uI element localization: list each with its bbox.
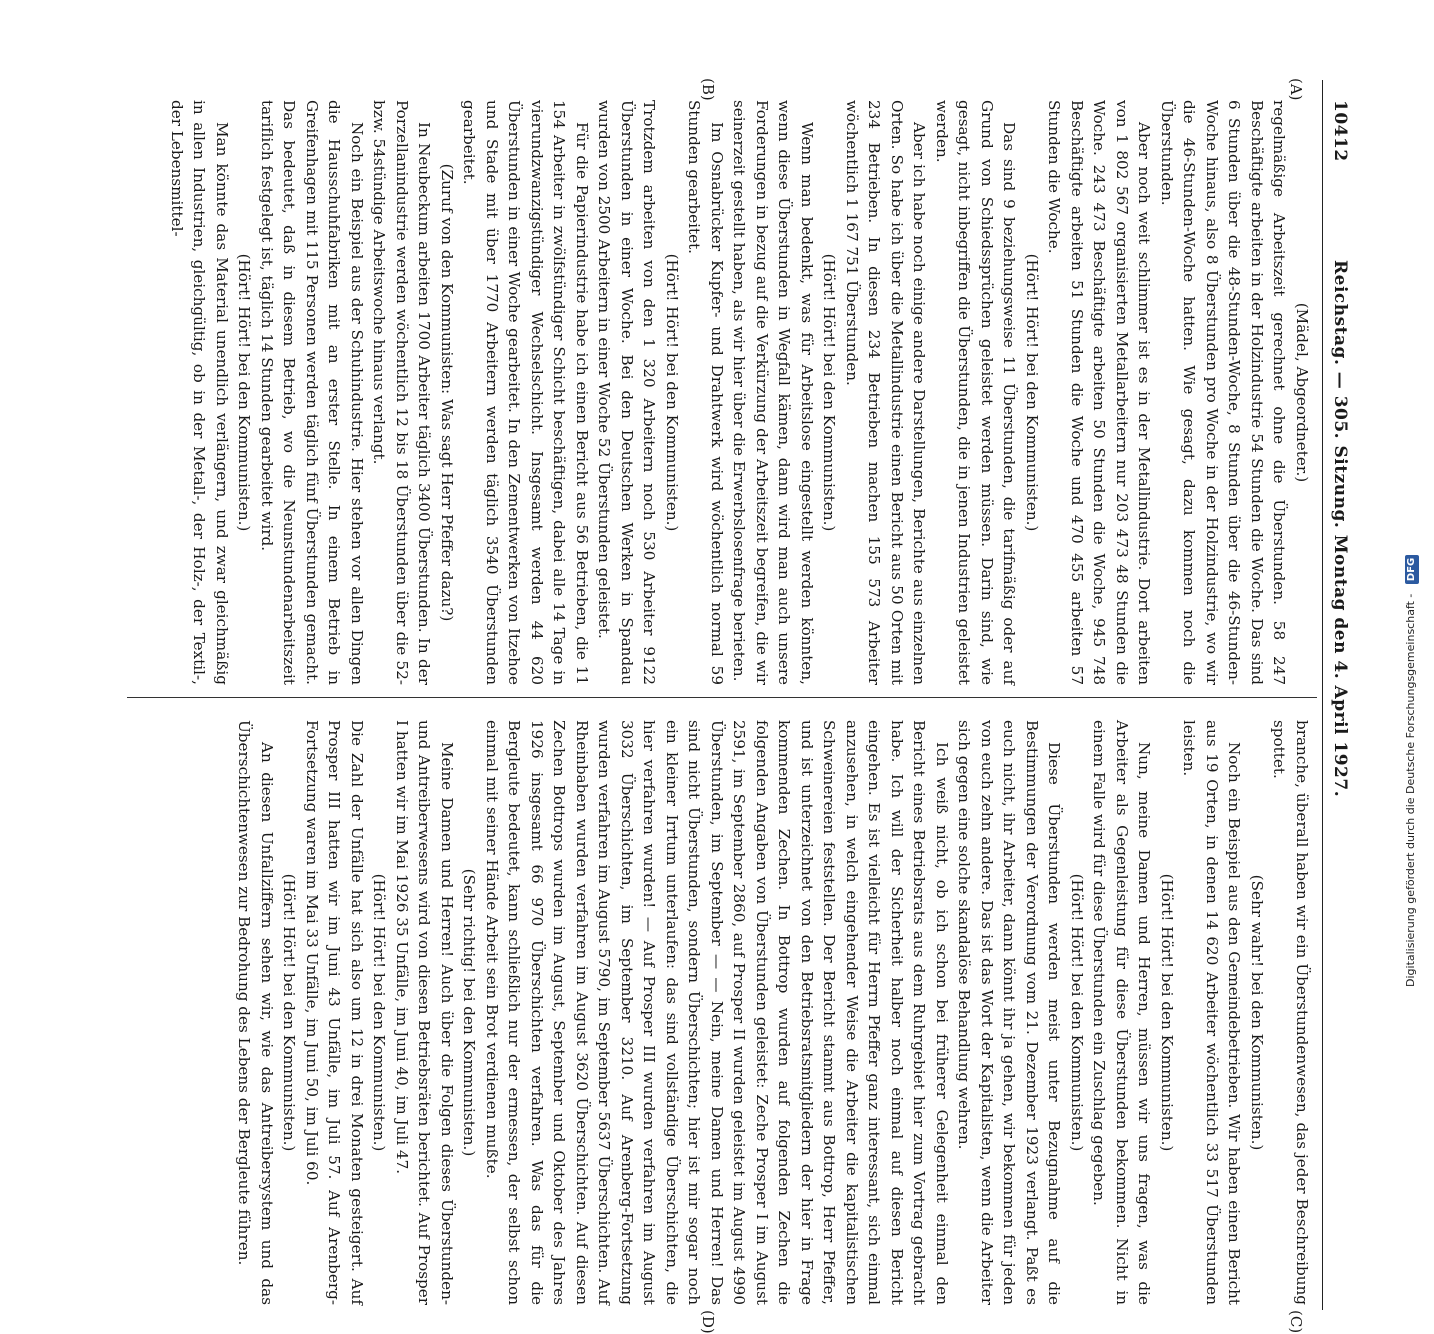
paragraph: Wenn man bedenkt, was für Arbeitslose eingestellt werden könnten, wenn diese Überstunden in Wegfall kämen, dann wird man auch unsere Forderungen in bezug auf die Verkürzung der Arbeitszeit begreifen, die wir seinerzeit gestellt haben, als wir hier über die Erwerbslosenfrage berieten. bbox=[730, 100, 816, 685]
paragraph: Aber noch weit schlimmer ist es in der Metallindustrie. Dort arbeiten von 1 802 567 organisierten Metallarbeitern nur 203 473 48 Stunden die Woche. 243 473 Beschäftigte arbeiten 50 Stunden die Woche, 945 748 Beschäftigte arbeiten 51 Stunden die Woche und 470 455 arbeiten 57 Stunden die Woche. bbox=[1045, 100, 1154, 685]
credit-text: Digitalisierung gefördert durch die Deutsche Forschungsgemeinschaft - bbox=[1404, 593, 1417, 987]
margin-marker-b: (B) bbox=[699, 78, 717, 101]
paragraph: Im Osnabrücker Kupfer- und Drahtwerk wird wöchentlich normal 59 Stunden gearbeitet. bbox=[685, 100, 726, 685]
paragraph: (Mädel, Abgeordneter.) bbox=[1293, 302, 1311, 483]
right-column bbox=[233, 720, 1313, 1305]
page-number: 10412 bbox=[1330, 100, 1350, 162]
page-header bbox=[1323, 100, 1357, 1300]
paragraph: Trotzdem arbeiten von den 1 320 Arbeitern noch 530 Arbeiter 9122 Überstunden in einer Woche. Bei den Deutschen Werken in Spandau wurden von 2500 Arbeitern in einer Woche 52 Überstunden geleistet. bbox=[595, 100, 659, 685]
interjection: (Hört! Hört! bei den Kommunisten.) bbox=[1068, 873, 1086, 1152]
column-divider bbox=[127, 697, 1317, 698]
rotated-sheet bbox=[97, 78, 1357, 1334]
paragraph: Das sind 9 beziehungsweise 11 Überstunden, die tarifmäßig oder auf Grund von Schiedssprüchen geleistet werden müssen. Darin sind, wie gesagt, nicht inbegriffen die Überstunden, die in jenen Industrien geleistet werden. bbox=[933, 100, 1019, 685]
interjection: (Zuruf von den Kommunisten: Was sagt Herr Pfeffer dazu?) bbox=[438, 163, 456, 622]
credit-line bbox=[1402, 12, 1420, 987]
interjection: (Hört! Hört! bei den Kommunisten.) bbox=[280, 873, 299, 1152]
paragraph: Die Zahl der Unfälle hat sich also um 12 in drei Monaten gesteigert. Auf Prosper III hatten wir im Juni 43 Unfälle, im Juli 57. Auf Arenberg-Fortsetzung waren im Mai 33 Unfälle, im Juni 50, im Juli 60. bbox=[303, 720, 366, 1305]
interjection: (Hört! Hört! bei den Kommunisten.) bbox=[820, 253, 839, 532]
paragraph: Meine Damen und Herren! Auch über die Folgen dieses Überstunden- und Antreiberwesens wird von diesen Betriebsräten berichtet. Auf Prosper I hatten wir im Mai 1926 35 Unfälle, im Juni 40, im Juli 47. bbox=[393, 720, 456, 1305]
paragraph: Nun, meine Damen und Herren, müssen wir uns fragen, was die Arbeiter als Gegenleistung für diese Überstunden bekommen. Nicht in einem Falle wird für diese Überstunden ein Zuschlag gegeben. bbox=[1090, 720, 1154, 1305]
paragraph: regelmäßige Arbeitszeit gerechnet ohne die Überstunden. 58 247 Beschäftigte arbeiten in der Holzindustrie 54 Stunden die Woche. Das sind 6 Stunden über die 48-Stunden-Woche, 8 Stunden über die 46-Stunden-Woche hinaus, also 8 Überstunden pro Woche in der Holzindustrie, wo wir die 46-Stunden-Woche hatten. Wie gesagt, dazu kommen noch die Überstunden. bbox=[1158, 100, 1289, 685]
paragraph: Noch ein Beispiel aus der Schuhindustrie. Hier stehen vor allen Dingen die Hausschuhfabriken mit an erster Stelle. In einem Betrieb in Greifenhagen mit 115 Personen werden täglich fünf Überstunden gemacht. Das bedeutet, daß in diesem Betrieb, wo die Neunstundenarbeitszeit tariflich festgelegt ist, täglich 14 Stunden gearbeitet wird. bbox=[258, 100, 366, 685]
paragraph: In Neubeckum arbeiten 1700 Arbeiter täglich 3400 Überstunden. In der Porzellanindustrie werden wöchentlich 12 bis 18 Überstunden über die 52- bzw. 54stündige Arbeitswoche hinaus verlangt. bbox=[370, 100, 434, 685]
margin-marker-d: (D) bbox=[699, 1310, 717, 1334]
interjection: (Hört! Hört! bei den Kommunisten.) bbox=[235, 253, 254, 532]
interjection: (Sehr richtig! bei den Kommunisten.) bbox=[460, 868, 479, 1157]
paragraph: branche, überall haben wir ein Überstundenwesen, das jeder Beschreibung spottet. bbox=[1270, 720, 1311, 1305]
paragraph: Diese Überstunden werden meist unter Bezugnahme auf die Bestimmungen der Verordnung vom 21. Dezember 1923 verlangt. Paßt es euch nicht, ihr Arbeiter, dann könnt ihr ja gehen, wir bekommen für jeden von euch zehn andere. Das ist das Wort der Kapitalisten, wenn die Arbeiter sich gegen eine solche skandalöse Behandlung wehren. bbox=[955, 720, 1064, 1305]
paragraph: Noch ein Beispiel aus den Gemeindebetrieben. Wir haben einen Bericht aus 19 Orten, in denen 14 620 Arbeiter wöchentlich 33 517 Überstunden leisten. bbox=[1180, 720, 1244, 1305]
page-title: Reichstag. — 305. Sitzung. Montag den 4. April 1927. bbox=[1330, 260, 1350, 798]
margin-marker-c: (C) bbox=[1287, 1310, 1305, 1334]
header-rule bbox=[1322, 80, 1323, 1310]
interjection: (Sehr wahr! bei den Kommunisten.) bbox=[1248, 874, 1266, 1151]
paragraph: Aber ich habe noch einige andere Darstellungen, Berichte aus einzelnen Orten. So habe ich über die Metallindustrie einen Bericht aus 50 Orten mit 234 Betrieben. In diesen 234 Betrieben machen 155 573 Arbeiter wöchentlich 1 167 751 Überstunden. bbox=[843, 100, 929, 685]
paragraph: Man könnte das Material unendlich verlängern, und zwar gleichmäßig in allen Industrien, gleichgültig, ob in der Metall-, der Holz-, der Textil-, der Lebensmittel- bbox=[168, 100, 231, 685]
paragraph: Ich weiß nicht, ob ich schon bei früherer Gelegenheit einmal den Bericht eines Betriebsrats aus dem Ruhrgebiet hier zum Vortrag gebracht habe. Ich will der Sicherheit halber noch einmal auf diesen Bericht eingehen. Es ist vielleicht für Herrn Pfeffer ganz interessant, sich einmal anzusehen, in welch eingehender Weise die Arbeiter die kapitalistischen Schweinereien feststellen. Der Bericht stammt aus Bottrop, Herr Pfeffer, und ist unterzeichnet von den Betriebsratsmitgliedern der hier in Frage kommenden Zechen. In Bottrop wurden auf folgenden Zechen die folgenden Angaben von Überstunden geleistet: Zeche Prosper I im August 2591, im September 2860, auf Prosper II wurden geleistet im August 4990 Überstunden, im September — — Nein, meine Damen und Herren! Das sind nicht Überstunden, sondern Überschichten; hier ist mir sogar noch ein kleiner Irrtum unterlaufen: das sind vollständige Überschichten, die hier verfahren wurden! — Auf Prosper III wurden verfahren im August 3032 Überschichten, im September 3210. Auf Arenberg-Fortsetzung wurden verfahren im August 5790, im September 5637 Überschichten. Auf Rheinbaben wurden verfahren im August 3620 Überschichten. Auf diesen Zechen Bottrops wurden im August, September und Oktober des Jahres 1926 insgesamt 66 970 Überschichten verfahren. Was das für die Bergleute bedeutet, kann schließlich nur der ermessen, der selbst schon einmal mit seiner Hände Arbeit sein Brot verdienen mußte. bbox=[483, 720, 951, 1305]
interjection: (Hört! Hört! bei den Kommunisten.) bbox=[370, 873, 389, 1152]
interjection: (Hört! Hört! bei den Kommunisten.) bbox=[1023, 253, 1041, 532]
left-column bbox=[166, 100, 1314, 685]
margin-marker-a: (A) bbox=[1287, 78, 1305, 101]
dfg-logo-icon: DFG bbox=[1405, 555, 1419, 584]
interjection: (Hört! Hört! bei den Kommunisten.) bbox=[1158, 873, 1176, 1152]
digitization-credit bbox=[1402, 12, 1420, 987]
paragraph: An diesen Unfallziffern sehen wir, wie das Antreibersystem und das Überschichtenwesen zur Bedrohung des Lebens der Bergleute führen. bbox=[235, 720, 276, 1305]
interjection: (Hört! Hört! bei den Kommunisten.) bbox=[663, 253, 681, 532]
paragraph: Für die Papierindustrie habe ich einen Bericht aus 56 Betrieben, die 11 154 Arbeiter in zwölfstündiger Schicht beschäftigen, dabei alle 14 Tage in vierundzwanzigstündiger Wechselschicht. Insgesamt werden 44 620 Überstunden in einer Woche gearbeitet. In den Zementwerken von Itzehoe und Stade mit über 1770 Arbeitern werden täglich 3540 Überstunden gearbeitet. bbox=[460, 100, 591, 685]
